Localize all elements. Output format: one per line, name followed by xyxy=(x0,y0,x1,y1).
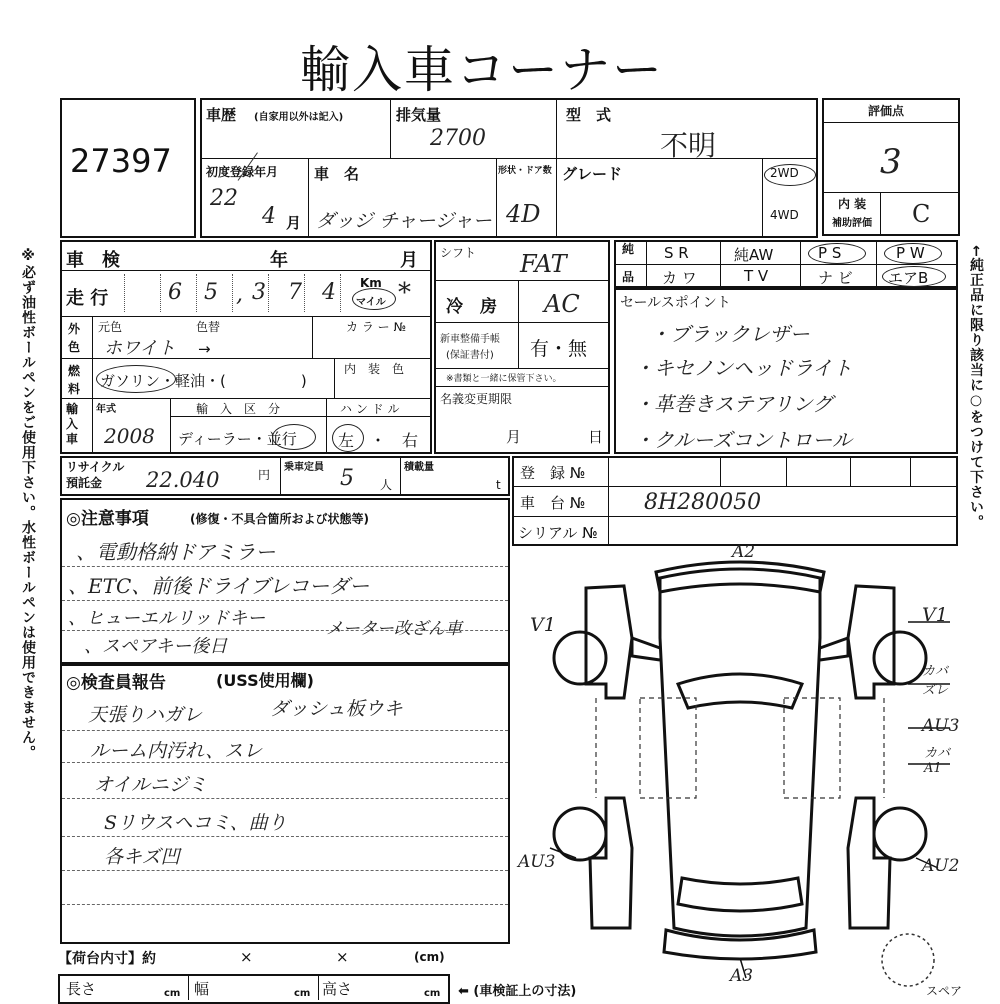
equip-airbag-circle xyxy=(882,266,946,287)
name-change-day: 日 xyxy=(588,428,604,446)
equip-leather: カ ワ xyxy=(662,269,697,287)
notes-sub: (修復・不具合箇所および状態等) xyxy=(190,512,369,526)
handle-options: 左 ・ 右 xyxy=(338,431,419,450)
maintenance-note: ※書類と一緒に保管下さい。 xyxy=(446,374,562,384)
equip-ps-circle xyxy=(808,243,866,264)
lot-number: 27397 xyxy=(70,142,172,180)
exterior-label-2: 色 xyxy=(68,340,81,354)
cargo-x1: × xyxy=(240,948,253,966)
equipment-label-1: 純 xyxy=(622,242,635,256)
maintenance-label-2: (保証書付) xyxy=(446,350,494,361)
fuel-label-1: 燃 xyxy=(68,364,81,378)
mileage-unit-km: Km xyxy=(360,276,382,290)
diagram-right-4: AU2 xyxy=(922,856,960,876)
diagram-v-right: V1 xyxy=(922,604,948,626)
diagram-right-2: AU3 xyxy=(922,716,960,736)
inspection-year: 年 xyxy=(270,250,288,271)
cargo-length: 長さ xyxy=(66,980,97,998)
inspector-item-4: Sリウスヘコミ、曲り xyxy=(104,812,287,834)
cargo-height-cm: cm xyxy=(424,988,441,999)
color-no-label: カ ラ ー № xyxy=(346,320,406,334)
mileage-digit-3: , xyxy=(236,282,243,307)
import-type-options: ディーラー・並行 xyxy=(178,430,297,448)
model-type-label: 型 式 xyxy=(566,106,612,124)
equipment-label-3: 品 xyxy=(622,270,635,284)
inspector-extra: ダッシュ板ウキ xyxy=(270,698,403,720)
name-change-label: 名義変更期限 xyxy=(440,392,513,406)
note-item-3: 、ヒューエルリッドキー xyxy=(68,608,266,629)
maintenance-label-1: 新車整備手帳 xyxy=(440,334,500,345)
import-year-label: 年式 xyxy=(96,404,116,415)
cargo-x2: × xyxy=(336,948,349,966)
interior-color-label: 内 装 色 xyxy=(344,362,405,376)
name-change-month: 月 xyxy=(506,428,522,446)
diagram-v-left: V1 xyxy=(530,614,556,636)
mileage-mark: * xyxy=(398,278,411,308)
interior-sub-label: 補助評価 xyxy=(832,218,872,229)
score-label: 評価点 xyxy=(868,104,905,118)
chassis-label: 車 台 № xyxy=(520,494,586,512)
car-diagram xyxy=(520,548,963,998)
cargo-length-cm: cm xyxy=(164,988,181,999)
capacity-label: 乗車定員 xyxy=(284,462,324,473)
doors-value: 4D xyxy=(506,200,541,228)
handle-label: ハ ン ド ル xyxy=(340,402,400,416)
maintenance-value: 有・無 xyxy=(530,338,588,360)
inspection-month: 月 xyxy=(400,250,418,271)
interior-label: 内 装 xyxy=(838,197,867,211)
handle-left-circle xyxy=(332,424,364,452)
sales-point-2: ・キセノンヘッドライト xyxy=(634,356,853,380)
equip-navi: ナ ビ xyxy=(818,269,853,287)
drive-2wd: 2WD xyxy=(770,166,799,180)
capacity-unit: 人 xyxy=(380,478,393,492)
left-side-note: ※必ず油性ボールペンをご使用下さい。水性ボールペンは使用できません。 xyxy=(20,248,36,760)
sales-point-3: ・革巻きステアリング xyxy=(634,392,833,416)
notes-label: ◎注意事項 xyxy=(66,509,149,529)
diagram-right-1: カバ ズレ xyxy=(922,664,949,698)
mileage-unit-mile: マイル xyxy=(356,297,386,308)
inspector-label: ◎検査員報告 xyxy=(66,673,166,693)
displacement-value: 2700 xyxy=(430,126,486,151)
sales-point-1: ・ブラックレザー xyxy=(650,322,810,346)
first-reg-month: 4 xyxy=(262,204,276,229)
diagram-left-1: AU3 xyxy=(518,852,556,872)
equip-airbag: エアB xyxy=(888,269,929,287)
recycle-value: 22.040 xyxy=(146,468,220,492)
sales-points-label: セールスポイント xyxy=(620,295,731,311)
score-value: 3 xyxy=(880,142,902,182)
aircon-label: 冷 房 xyxy=(446,297,497,317)
load-unit: t xyxy=(496,478,501,492)
right-side-note: ←純正品に限り該当に○をつけて下さい。 xyxy=(968,245,984,530)
import-parallel-circle xyxy=(272,424,316,450)
first-reg-year: 22 xyxy=(210,186,238,211)
equip-tv: T V xyxy=(744,267,769,285)
load-label: 積載量 xyxy=(404,462,434,473)
mileage-digit-4: 3 xyxy=(252,280,266,305)
displacement-label: 排気量 xyxy=(396,106,442,124)
fuel-label-2: 料 xyxy=(68,382,81,396)
history-note: (自家用以外は記入) xyxy=(254,112,344,123)
diagram-front-label: A2 xyxy=(732,542,756,562)
mileage-digit-1: 6 xyxy=(168,280,182,305)
import-label: 輸入車 xyxy=(66,402,79,446)
equip-aw: 純AW xyxy=(734,246,774,264)
grade-label: グレード xyxy=(562,165,623,183)
color-change-label: 色替 xyxy=(196,320,221,334)
inspector-item-5: 各キズ凹 xyxy=(104,846,180,868)
chassis-value: 8H280050 xyxy=(644,490,762,515)
history-label: 車歴 xyxy=(206,106,237,124)
cargo-height: 高さ xyxy=(322,980,353,998)
fuel-gasoline-circle xyxy=(96,365,176,393)
import-type-label: 輸 入 区 分 xyxy=(196,402,281,416)
diagram-right-3: カバ A1 xyxy=(924,746,951,776)
mileage-label: 走 行 xyxy=(66,288,109,309)
equip-sr: S R xyxy=(664,244,689,262)
equip-ps: P S xyxy=(818,244,842,262)
shift-label: シフト xyxy=(440,246,477,260)
serial-label: シリアル № xyxy=(518,524,598,542)
first-reg-label: 初度登録年月 xyxy=(206,165,279,179)
car-name-label: 車 名 xyxy=(314,165,360,183)
shift-value: FAT xyxy=(520,250,567,278)
cargo-label: 【荷台内寸】約 xyxy=(58,951,156,967)
inspector-item-1: 天張りハガレ xyxy=(88,704,203,726)
note-item-4: 、スペアキー後日 xyxy=(84,636,228,657)
orig-color-label: 元色 xyxy=(98,320,123,334)
equip-pw-circle xyxy=(884,243,942,264)
exterior-color-value: ホワイト xyxy=(104,338,176,359)
mileage-digit-2: 5 xyxy=(204,280,218,305)
aircon-value: AC xyxy=(544,290,580,318)
recycle-unit: 円 xyxy=(258,468,271,482)
registration-label: 登 録 № xyxy=(520,464,586,482)
fuel-options: ガソリン・軽油・( ) xyxy=(100,372,307,390)
recycle-label-2: 預託金 xyxy=(66,476,103,490)
mileage-digit-6: 4 xyxy=(322,280,336,305)
cargo-width: 幅 xyxy=(194,980,210,998)
exterior-label-1: 外 xyxy=(68,322,81,336)
model-type-value: 不明 xyxy=(660,129,717,162)
exterior-color-arrow: → xyxy=(198,340,211,358)
diagram-spare-label: スペア xyxy=(926,984,963,998)
note-extra: メーター改ざん車 xyxy=(326,619,462,639)
recycle-label-1: リサイクル xyxy=(66,460,125,474)
drive-4wd: 4WD xyxy=(770,208,799,222)
interior-value: C xyxy=(912,200,931,228)
car-name-value: ダッジ チャージャー xyxy=(316,210,492,232)
note-item-2: 、ETC、前後ドライブレコーダー xyxy=(68,574,370,598)
doors-label: 形状・ドア数 xyxy=(498,166,552,176)
inspection-label: 車 検 xyxy=(66,250,120,271)
mileage-digit-5: 7 xyxy=(288,280,302,305)
inspector-sub: (USS使用欄) xyxy=(216,671,314,690)
diagram-rear-label: A3 xyxy=(730,966,754,986)
equip-pw: P W xyxy=(896,244,925,262)
cargo-width-cm: cm xyxy=(294,988,311,999)
cargo-note: ⬅ (車検証上の寸法) xyxy=(458,984,577,999)
cargo-unit: (cm) xyxy=(414,950,445,964)
import-year-value: 2008 xyxy=(104,424,155,448)
first-reg-month-suffix: 月 xyxy=(286,214,302,232)
capacity-value: 5 xyxy=(340,466,354,491)
inspector-item-3: オイルニジミ xyxy=(94,774,208,796)
page-title: 輸入車コーナー xyxy=(300,41,664,99)
note-item-1: 、電動格納ドアミラー xyxy=(76,540,276,564)
sales-point-4: ・クルーズコントロール xyxy=(634,428,852,452)
inspector-item-2: ルーム内汚れ、スレ xyxy=(90,740,263,762)
